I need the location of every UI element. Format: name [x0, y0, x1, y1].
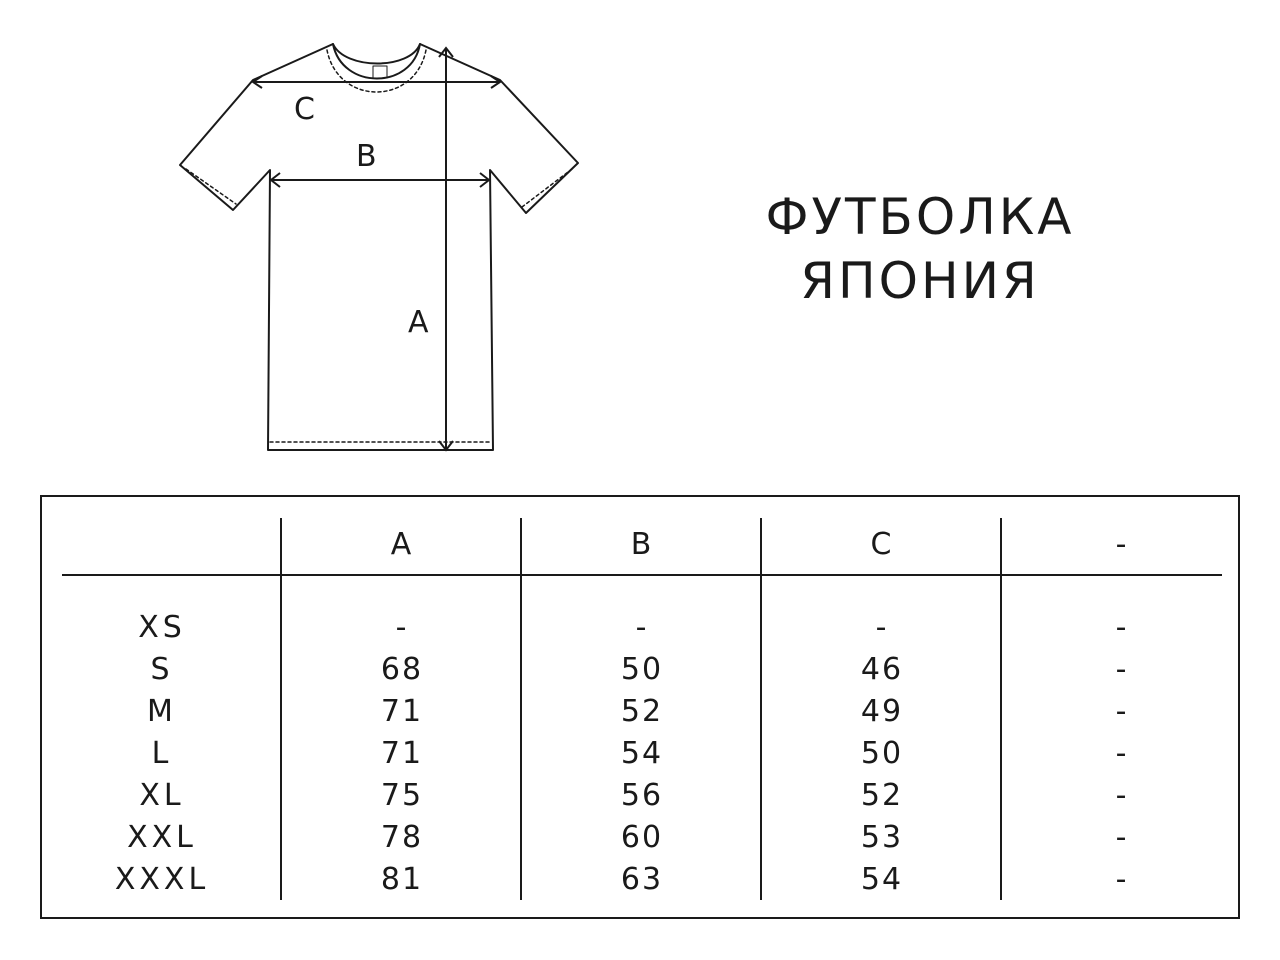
- value-cell: -: [1115, 652, 1129, 687]
- size-cell: XXXL: [114, 862, 210, 897]
- value-cell: 54: [860, 862, 904, 897]
- value-cell: -: [395, 610, 409, 645]
- value-cell: 68: [380, 652, 424, 687]
- header-a: A: [390, 527, 414, 562]
- value-cell: -: [1115, 610, 1129, 645]
- label-a: A: [408, 305, 429, 340]
- title-line-1: ФУТБОЛКА: [765, 188, 1075, 246]
- column-b: [522, 607, 762, 901]
- value-cell: 56: [620, 778, 664, 813]
- size-cell: L: [151, 736, 173, 771]
- shirt-outline: [180, 44, 578, 450]
- value-cell: 71: [380, 694, 424, 729]
- value-cell: -: [1115, 694, 1129, 729]
- shirt-collar: [333, 44, 420, 79]
- title-line-2: ЯПОНИЯ: [800, 252, 1040, 310]
- value-cell: -: [875, 610, 889, 645]
- value-cell: 54: [620, 736, 664, 771]
- header-divider: [62, 574, 1222, 576]
- value-cell: 63: [620, 862, 664, 897]
- value-cell: -: [1115, 736, 1129, 771]
- value-cell: 60: [620, 820, 664, 855]
- value-cell: -: [1115, 778, 1129, 813]
- value-cell: 49: [860, 694, 904, 729]
- value-cell: 50: [620, 652, 664, 687]
- size-cell: XXL: [127, 820, 197, 855]
- size-column: [42, 607, 282, 901]
- label-c: C: [294, 92, 315, 127]
- value-cell: 53: [860, 820, 904, 855]
- column-d: [1002, 607, 1242, 901]
- tshirt-diagram: [170, 30, 590, 470]
- size-cell: S: [150, 652, 174, 687]
- label-b: B: [356, 139, 377, 174]
- size-cell: XL: [139, 778, 185, 813]
- size-cell: XS: [138, 610, 186, 645]
- value-cell: -: [635, 610, 649, 645]
- header-b: B: [630, 527, 654, 562]
- value-cell: -: [1115, 862, 1129, 897]
- size-cell: M: [147, 694, 177, 729]
- value-cell: 78: [380, 820, 424, 855]
- value-cell: 52: [620, 694, 664, 729]
- value-cell: 71: [380, 736, 424, 771]
- header-c: C: [870, 527, 894, 562]
- header-d: -: [1115, 527, 1129, 562]
- column-a: [282, 607, 522, 901]
- value-cell: 46: [860, 652, 904, 687]
- value-cell: 52: [860, 778, 904, 813]
- value-cell: 50: [860, 736, 904, 771]
- value-cell: 75: [380, 778, 424, 813]
- value-cell: 81: [380, 862, 424, 897]
- column-c: [762, 607, 1002, 901]
- size-table: [40, 495, 1240, 919]
- value-cell: -: [1115, 820, 1129, 855]
